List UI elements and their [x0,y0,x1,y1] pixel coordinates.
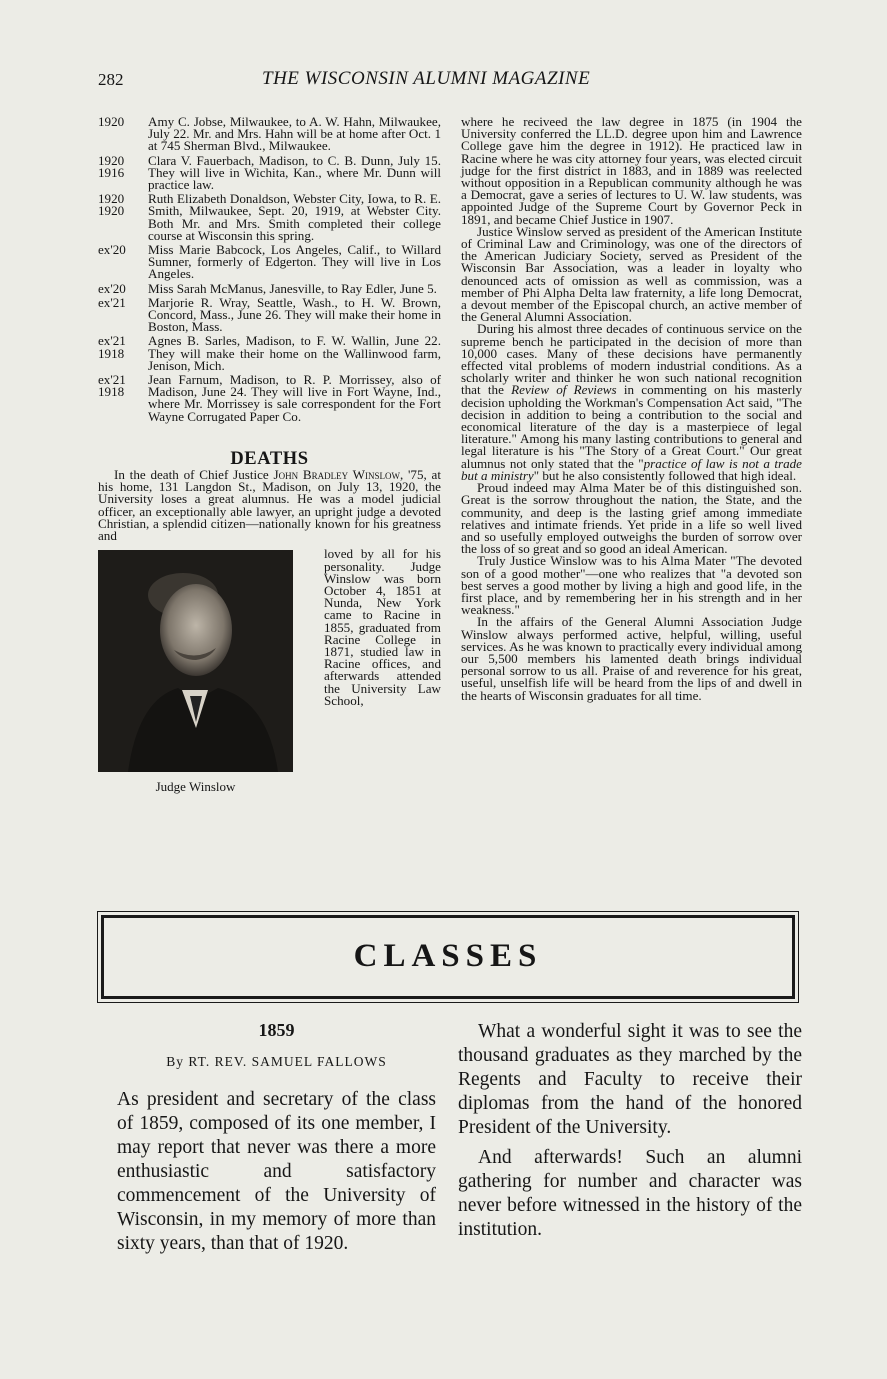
paragraph-3-mid: in commenting on his masterly decision upholding the Workman's Compensation Act said, "The decision in addition to being a contribution to the social and economical literature of the day is a masterpiece of legal literature." Among his many lasting contributions to general and legal literature is his "The Story of a Great Court." Our great alumnus not only stated that the " [461,382,803,471]
marriage-announcement: Clara V. Fauerbach, Madison, to C. B. Dunn, July 15. They will live in Wichita, Kan., where Mr. Dunn will practice law. [148,152,441,193]
portrait-figure [98,550,308,793]
portrait-image [98,550,293,772]
marriage-announcement: Ruth Elizabeth Donaldson, Webster City, Iowa, to R. E. Smith, Milwaukee, Sept. 20, 1919, at Webster City. Both Mr. and Mrs. Smith completed their college course at Wisconsin this spring. [148,191,441,243]
biography-paragraph-3 [461,323,802,482]
paragraph-3-end: " but he also consistently followed that high ideal. [533,467,797,483]
biography-paragraph-6: In the affairs of the General Alumni Association Judge Winslow always performed active, helpful, willing, useful services. As he was known to practically every individual among our 5,500 members his lamented death brings individual personal sorrow to us all. Praise of and reverence for his great, useful, unselfish life will be heard from the lips of and dwell in the hearts of Wisconsin graduates for all time. [461,614,802,703]
magazine-title: THE WISCONSIN ALUMNI MAGAZINE [262,68,591,89]
marriage-entry [98,193,441,242]
paragraph-3-text: During his almost three decades of continuous service on the supreme bench he participated in the decision of more than 10,000 cases. Many of these decisions have permanently effected vital problems of modern industrial conditions. As a scholarly writer and thinker he won such national recognition that the [461,321,802,398]
biography-paragraph-4: Proud indeed may Alma Mater be of this distinguished son. Great is the sorrow throughout the nation, the State, and the community, and deep is the lasting grief among immediate relatives and intimate friends. Yet pride in a life so well lived and so usefully employed outweighs the burden of sorrow over the loss of so great and so good an ideal American. [461,480,802,557]
class-1859-right-column [458,1020,802,1242]
right-column [461,116,802,702]
marriage-announcement: Miss Sarah McManus, Janesville, to Ray Edler, June 5. [148,280,437,296]
left-column [98,116,441,794]
biography-paragraph-2: Justice Winslow served as president of the American Institute of Criminal Law and Criminology, was one of the directors of the American Judiciary Society, served as President of the Wisconsin Bar Association, was a leader in loyalty who denounced acts of omission as well as commission, was a member of Phi Alpha Delta law fraternity, a life long Democrat, a devout member of the Episcopal church, an active member of the General Alumni Association. [461,223,802,325]
class-year: ex'21 1918 [98,333,126,361]
class-year: ex'20 [98,242,126,258]
deaths-lead-paragraph [98,469,441,542]
photo-caption: Judge Winslow [155,779,236,795]
deaths-lead-continuation: , '75, at his home, 131 Langdon St., Madison, on July 13, 1920, the University loses a great alumnus. He was a model judicial officer, an exceptionally able lawyer, an upright judge a devoted Christian, a splendid citizen—nationally known for his greatness and [98,467,441,544]
marriage-entry [98,244,441,281]
class-report-paragraph: As president and secretary of the class of 1859, composed of its one member, I may report that never was there a more enthusiastic and satisfactory commencement of the University of Wisconsin, in my memory of more than sixty years, than that of 1920. [117,1089,436,1254]
marriage-announcement: Agnes B. Sarles, Madison, to F. W. Wallin, June 22. They will make their home on the Wallinwood farm, Jenison, Mich. [148,333,441,373]
alumni-gathering-paragraph: And afterwards! Such an alumni gathering for number and character was never before witnessed in the history of the institution. [458,1147,802,1240]
byline: By RT. REV. SAMUEL FALLOWS [166,1054,387,1069]
deceased-name: John Bradley Winslow [273,467,400,483]
review-of-reviews-title: Review of Reviews [511,382,617,398]
biography-paragraph-5: Truly Justice Winslow was to his Alma Mater "The devoted son of a good mother"—one who realizes that "a devoted son best serves a good mother by living a high and good life, in the first place, and by remembering her in his strength and in her weakness." [461,553,802,618]
judge-winslow-portrait [98,550,293,772]
marriage-entry [98,280,441,296]
ministry-quote: practice of law is not a trade but a ministry [461,455,802,483]
class-1859-left-column [117,1018,436,1256]
class-year: 1920 1916 [98,152,125,180]
marriage-entry [98,335,441,372]
commencement-paragraph: What a wonderful sight it was to see the thousand graduates as they marched by the Regents and Faculty to receive their diplomas from the hand of the honored President of the University. [458,1021,802,1138]
biography-paragraph-1: where he reciveed the law degree in 1875 (in 1904 the University conferred the LL.D. degree upon him and Lawrence College gave him the degree in 1912). He practiced law in Racine where he was city attorney four years, was elected circuit judge for the first district in 1883, and in 1889 was reelected without opposition in a Republican community although he was a Democrat, gave a series of lectures to U. W. law students, was appointed Judge of the Supreme Court by Governor Peck in 1891, and became Chief Justice in 1907. [461,114,802,227]
marriage-announcement: Jean Farnum, Madison, to R. P. Morrissey, also of Madison, June 24. They will live in Fort Wayne, Ind., where Mr. Morrissey is sale correspondent for the Fort Wayne Corrugated Paper Co. [148,372,441,424]
classes-banner [101,915,795,999]
class-year-heading: 1859 [258,1020,295,1040]
page-number: 282 [98,70,124,89]
deaths-heading: DEATHS [230,448,309,469]
classes-heading: CLASSES [353,938,543,974]
deaths-biography-beside-photo: loved by all for his personality. Judge Winslow was born October 4, 1851 at Nunda, New York came to Racine in 1855, graduated from Racine College in 1871, studied law in Racine offices, and afterwards attended the University Law School, [324,546,441,708]
marriage-entry [98,294,441,335]
class-year: 1920 1920 [98,191,125,219]
class-year: ex'20 [98,280,126,296]
marriage-announcement: Miss Marie Babcock, Los Angeles, Calif., to Willard Sumner, formerly of Edgerton. They will live in Los Angeles. [148,242,441,282]
class-year: ex'21 1918 [98,372,126,400]
marriage-announcement: Marjorie R. Wray, Seattle, Wash., to H. W. Brown, Concord, Mass., June 26. They will make their home in Boston, Mass. [148,294,441,335]
marriage-entry [98,152,441,193]
marriage-entry [98,374,441,423]
marriage-announcement: Amy C. Jobse, Milwaukee, to A. W. Hahn, Milwaukee, July 22. Mr. and Mrs. Hahn will be at home after Oct. 1 at 745 Sherman Blvd., Milwaukee. [148,114,441,154]
class-year: ex'21 [98,294,126,310]
marriage-list [98,116,441,423]
deaths-lead-text: In the death of Chief Justice [114,467,274,483]
marriage-entry [98,116,441,153]
class-year: 1920 [98,114,125,129]
